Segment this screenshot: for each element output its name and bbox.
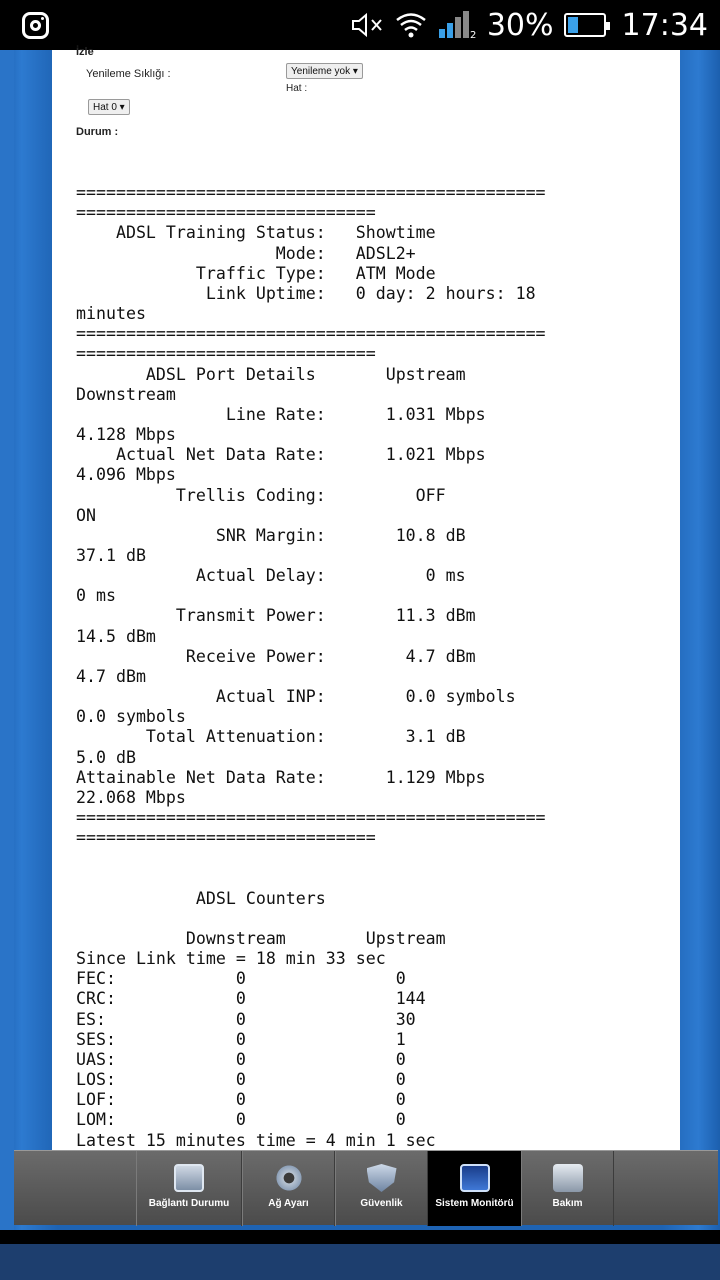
status-label: Durum : <box>76 126 119 138</box>
gear-icon <box>274 1164 304 1192</box>
connection-status-icon <box>174 1164 204 1192</box>
instagram-icon <box>22 12 49 39</box>
refresh-frequency-label: Yenileme Sıklığı : <box>86 68 171 80</box>
nav-item-label: Bağlantı Durumu <box>148 1198 230 1209</box>
nav-item-label: Bakım <box>552 1198 583 1209</box>
section-title: İzle <box>76 46 94 58</box>
refresh-frequency-select[interactable]: Yenileme yok ▾ <box>286 63 363 79</box>
adsl-status-report: =============================================== ============================== ADSL Training Status: Showtime Mode: ADSL2+ Traffic Type: ATM Mode Link Uptime: 0 day: 2 hours: 18 minutes =============================================== ============================== ADSL Port Details Upstream Downstream Line Rate: 1.031 Mbps 4.128 Mbps Actual Net Data Rate: 1.021 Mbps 4.096 Mbps Trellis Coding: OFF ON SNR Margin: 10.8 dB 37.1 dB Actual Delay: 0 ms 0 ms Transmit Power: 11.3 dBm 14.5 dBm Receive Power: 4.7 dBm 4.7 dBm Actual INP: 0.0 symbols 0.0 symbols Total Attenuation: 3.1 dB 5.0 dB Attainable Net Data Rate: 1.129 Mbps 22.068 Mbps =============================================== ============================== ADSL Counters Downstream Upstream Since Link time = 18 min 33 sec FEC: 0 0 CRC: 0 144 ES: 0 30 SES: 0 1 UAS: 0 0 LOS: 0 0 LOF: 0 0 LOM: 0 0 Latest 15 minutes time = 4 min 1 sec <box>76 183 546 1150</box>
signal-icon <box>437 11 477 39</box>
mute-icon <box>351 11 385 39</box>
nav-item-label: Ağ Ayarı <box>268 1198 309 1209</box>
nav-item-label: Sistem Monitörü <box>435 1198 514 1209</box>
battery-icon <box>564 13 606 37</box>
svg-text:2: 2 <box>469 30 477 41</box>
nav-item-security[interactable] <box>335 1151 428 1226</box>
monitor-form <box>52 46 680 150</box>
shield-icon <box>367 1164 397 1192</box>
nav-item-connection-status[interactable] <box>136 1151 242 1226</box>
battery-percentage: 30% <box>486 7 554 43</box>
clock: 17:34 <box>621 7 708 43</box>
web-page[interactable] <box>52 46 680 1150</box>
frame-edge <box>0 50 14 1230</box>
line-select[interactable]: Hat 0 ▾ <box>88 99 130 115</box>
line-label: Hat : <box>286 83 308 94</box>
status-bar <box>0 0 720 50</box>
nav-item-maintenance[interactable] <box>521 1151 614 1226</box>
tools-icon <box>553 1164 583 1192</box>
nav-item-label: Güvenlik <box>360 1198 403 1209</box>
bottom-nav <box>14 1150 718 1225</box>
wifi-icon <box>395 11 427 39</box>
monitor-chart-icon <box>460 1164 490 1192</box>
system-navigation-bar <box>0 1244 720 1280</box>
nav-item-system-monitor[interactable] <box>428 1151 521 1226</box>
bottom-strip <box>0 1230 720 1244</box>
nav-item-network-settings[interactable] <box>242 1151 335 1226</box>
